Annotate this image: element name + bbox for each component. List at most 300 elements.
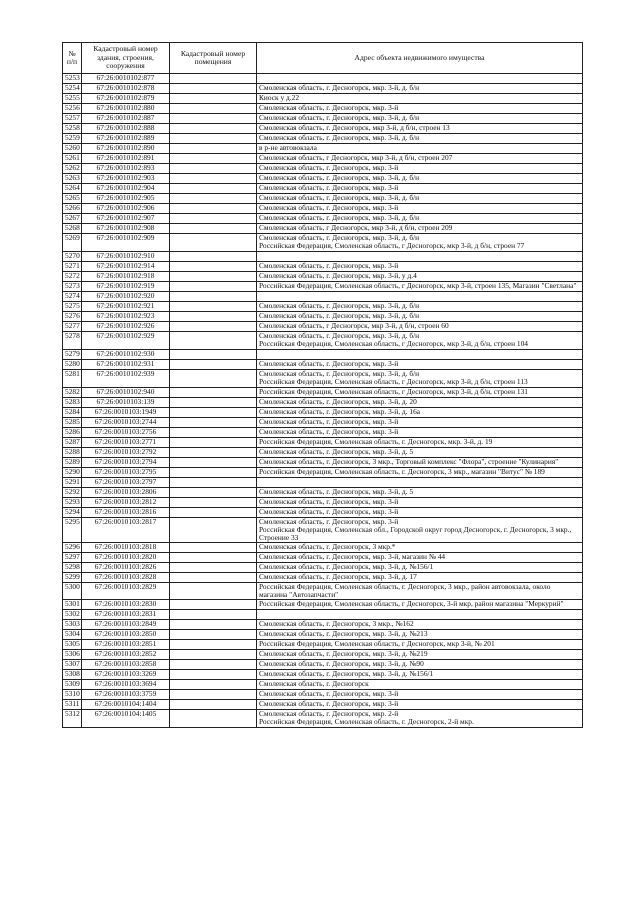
cell-address: Смоленская область, г. Десногорск, мкр. 3-й, д. б/н: [257, 214, 583, 224]
header-num: № п/п: [63, 43, 82, 74]
cell-cadastral-building: 67:26:0010103:1949: [82, 408, 170, 418]
cell-address: Смоленская область, г. Десногорск, мкр. 3-й, д. 5: [257, 488, 583, 498]
table-row: [63, 184, 583, 194]
table-row: [63, 398, 583, 408]
cell-cadastral-building: 67:26:0010103:2795: [82, 468, 170, 478]
cell-cadastral-room: [170, 272, 257, 282]
table-row: [63, 700, 583, 710]
cell-address: Смоленская область, г. Десногорск, мкр. 3-й, д. б/н: [257, 84, 583, 94]
table-row: [63, 448, 583, 458]
cell-num: 5256: [63, 104, 82, 114]
cell-num: 5301: [63, 600, 82, 610]
cell-num: 5261: [63, 154, 82, 164]
cell-num: 5287: [63, 438, 82, 448]
cell-cadastral-room: [170, 448, 257, 458]
cell-cadastral-building: 67:26:0010102:887: [82, 114, 170, 124]
cell-num: 5307: [63, 660, 82, 670]
table-row: [63, 583, 583, 600]
cell-cadastral-room: [170, 630, 257, 640]
cell-cadastral-building: 67:26:0010103:2850: [82, 630, 170, 640]
cell-cadastral-room: [170, 543, 257, 553]
cell-cadastral-room: [170, 350, 257, 360]
cell-cadastral-building: 67:26:0010103:2806: [82, 488, 170, 498]
table-row: [63, 508, 583, 518]
cell-cadastral-room: [170, 398, 257, 408]
cell-address: Смоленская область, г. Десногорск, мкр. 3-й: [257, 700, 583, 710]
cell-cadastral-room: [170, 620, 257, 630]
cell-cadastral-building: 67:26:0010103:2851: [82, 640, 170, 650]
cell-num: 5264: [63, 184, 82, 194]
table-row: [63, 322, 583, 332]
cell-num: 5258: [63, 124, 82, 134]
cell-num: 5274: [63, 292, 82, 302]
table-row: [63, 428, 583, 438]
cell-cadastral-room: [170, 214, 257, 224]
cell-address: в р-не автовокзала: [257, 144, 583, 154]
cell-cadastral-building: 67:26:0010102:930: [82, 350, 170, 360]
cell-cadastral-building: 67:26:0010102:889: [82, 134, 170, 144]
table-row: [63, 498, 583, 508]
cell-address: Смоленская область, г. Десногорск, мкр. 3-й, д. б/н: [257, 174, 583, 184]
cell-cadastral-building: 67:26:0010102:903: [82, 174, 170, 184]
cell-address: [257, 370, 583, 388]
cell-cadastral-room: [170, 74, 257, 84]
cell-address: Российская Федерация, Смоленская область, г. Десногорск, 3 мкр., магазин "Витус" № 189: [257, 468, 583, 478]
cell-num: 5283: [63, 398, 82, 408]
cell-num: 5311: [63, 700, 82, 710]
cell-cadastral-room: [170, 124, 257, 134]
table-row: [63, 660, 583, 670]
cell-num: 5263: [63, 174, 82, 184]
table-row: [63, 573, 583, 583]
cell-cadastral-room: [170, 670, 257, 680]
cell-num: 5289: [63, 458, 82, 468]
table-row: [63, 408, 583, 418]
cell-num: 5259: [63, 134, 82, 144]
cell-cadastral-building: 67:26:0010103:2849: [82, 620, 170, 630]
cell-num: 5309: [63, 680, 82, 690]
cell-cadastral-room: [170, 640, 257, 650]
cell-cadastral-building: 67:26:0010104:1405: [82, 710, 170, 728]
cell-address: Смоленская область, г. Десногорск, мкр. 3-й: [257, 498, 583, 508]
cell-num: 5262: [63, 164, 82, 174]
table-row: [63, 610, 583, 620]
table-row: [63, 543, 583, 553]
table-row: [63, 553, 583, 563]
table-row: [63, 252, 583, 262]
cell-cadastral-room: [170, 498, 257, 508]
cell-cadastral-room: [170, 360, 257, 370]
cell-cadastral-room: [170, 710, 257, 728]
cell-cadastral-room: [170, 690, 257, 700]
cell-cadastral-room: [170, 94, 257, 104]
cell-cadastral-room: [170, 224, 257, 234]
cell-num: 5300: [63, 583, 82, 600]
cell-address: Смоленская область, г. Десногорск, мкр. 3-й, д. №219: [257, 650, 583, 660]
table-row: [63, 224, 583, 234]
table-row: [63, 84, 583, 94]
cell-cadastral-room: [170, 660, 257, 670]
cell-address: Смоленская область, г. Десногорск, 3 мкр.*: [257, 543, 583, 553]
cell-cadastral-building: 67:26:0010103:2830: [82, 600, 170, 610]
cell-num: 5266: [63, 204, 82, 214]
cell-num: 5306: [63, 650, 82, 660]
cell-cadastral-building: 67:26:0010102:939: [82, 370, 170, 388]
address-line: Российская Федерация, Смоленская область, г. Десногорск, 2-й мкр.: [259, 717, 474, 726]
table-row: [63, 478, 583, 488]
cell-cadastral-building: 67:26:0010102:920: [82, 292, 170, 302]
cell-cadastral-room: [170, 252, 257, 262]
cell-num: 5305: [63, 640, 82, 650]
cell-cadastral-room: [170, 332, 257, 350]
cell-cadastral-room: [170, 194, 257, 204]
cell-address: Смоленская область, г. Десногорск: [257, 680, 583, 690]
cell-cadastral-building: 67:26:0010102:878: [82, 84, 170, 94]
cell-address: Смоленская область, г. Десногорск, мкр. 3-й: [257, 428, 583, 438]
address-line: Российская Федерация, Смоленская область, г Десногорск, мкр 3-й, д б/н, строен 104: [259, 339, 528, 348]
cell-cadastral-room: [170, 154, 257, 164]
cell-address: Смоленская область, г. Десногорск, 3 мкр., Торговый комплекс "Флора", строение "Кулинария": [257, 458, 583, 468]
cell-address: [257, 74, 583, 84]
cell-address: Смоленская область, г. Десногорск, мкр. 3-й, д. б/н: [257, 302, 583, 312]
cell-num: 5255: [63, 94, 82, 104]
cell-num: 5292: [63, 488, 82, 498]
cell-num: 5276: [63, 312, 82, 322]
cell-address: Смоленская область, г Десногорск, мкр 3-й, д б/н, строен 207: [257, 154, 583, 164]
cell-num: 5265: [63, 194, 82, 204]
cell-cadastral-room: [170, 114, 257, 124]
cell-address: Смоленская область, г. Десногорск, мкр. 3-й, у д.4: [257, 272, 583, 282]
cell-address: Смоленская область, г. Десногорск, мкр 3-й, д б/н, строен 13: [257, 124, 583, 134]
table-row: [63, 650, 583, 660]
table-row: [63, 350, 583, 360]
cell-cadastral-building: 67:26:0010103:2829: [82, 583, 170, 600]
cell-num: 5275: [63, 302, 82, 312]
cell-num: 5277: [63, 322, 82, 332]
cell-num: 5278: [63, 332, 82, 350]
table-row: [63, 312, 583, 322]
cell-cadastral-room: [170, 563, 257, 573]
cell-cadastral-room: [170, 184, 257, 194]
cell-address: [257, 478, 583, 488]
cell-address: Смоленская область, г. Десногорск, мкр. 3-й, д. №213: [257, 630, 583, 640]
cell-num: 5294: [63, 508, 82, 518]
table-row: [63, 388, 583, 398]
cell-address: Смоленская область, г. Десногорск, мкр. 3-й, д. 16а: [257, 408, 583, 418]
cell-cadastral-building: 67:26:0010102:879: [82, 94, 170, 104]
cell-address: Смоленская область, г. Десногорск, мкр. 3-й, д. 5: [257, 448, 583, 458]
cell-cadastral-building: 67:26:0010103:2744: [82, 418, 170, 428]
table-row: [63, 282, 583, 292]
cell-address: Смоленская область, г. Десногорск, мкр. 3-й: [257, 508, 583, 518]
table-row: [63, 272, 583, 282]
cell-address: Смоленская область, г. Десногорск, мкр. 3-й, д. №90: [257, 660, 583, 670]
cell-cadastral-building: 67:26:0010103:2756: [82, 428, 170, 438]
table-row: [63, 370, 583, 388]
cell-num: 5253: [63, 74, 82, 84]
cell-address: Смоленская область, г. Десногорск, мкр. 3-й, д. 20: [257, 398, 583, 408]
cell-cadastral-room: [170, 600, 257, 610]
cell-num: 5308: [63, 670, 82, 680]
cell-cadastral-building: 67:26:0010103:3694: [82, 680, 170, 690]
cell-cadastral-room: [170, 428, 257, 438]
cell-cadastral-room: [170, 573, 257, 583]
cell-num: 5296: [63, 543, 82, 553]
cell-address: Смоленская область, г Десногорск, мкр 3-й, д б/н, строен 60: [257, 322, 583, 332]
cell-cadastral-building: 67:26:0010103:2771: [82, 438, 170, 448]
cell-num: 5269: [63, 234, 82, 252]
table-row: [63, 640, 583, 650]
table-row: [63, 332, 583, 350]
cell-num: 5273: [63, 282, 82, 292]
cell-num: 5286: [63, 428, 82, 438]
table-row: [63, 234, 583, 252]
cell-address: [257, 350, 583, 360]
cell-cadastral-building: 67:26:0010103:2818: [82, 543, 170, 553]
table-header-row: [63, 43, 583, 74]
cell-cadastral-room: [170, 292, 257, 302]
cell-cadastral-building: 67:26:0010102:929: [82, 332, 170, 350]
cell-address: Смоленская область, г. Десногорск, мкр. 3-й, д. №156/1: [257, 670, 583, 680]
cell-num: 5290: [63, 468, 82, 478]
cell-cadastral-building: 67:26:0010102:906: [82, 204, 170, 214]
cell-cadastral-building: 67:26:0010102:919: [82, 282, 170, 292]
cell-address: Смоленская область, г. Десногорск, мкр. 3-й: [257, 262, 583, 272]
table-row: [63, 104, 583, 114]
cell-cadastral-building: 67:26:0010103:2828: [82, 573, 170, 583]
address-line: Российская Федерация, Смоленская область, г Десногорск, мкр 3-й, д б/н, строен 113: [259, 377, 528, 386]
header-cadastral-room: Кадастровый номер помещения: [170, 43, 257, 74]
table-row: [63, 174, 583, 184]
table-row: [63, 124, 583, 134]
cell-cadastral-room: [170, 282, 257, 292]
cell-num: 5295: [63, 518, 82, 543]
table-row: [63, 710, 583, 728]
cell-cadastral-building: 67:26:0010103:3269: [82, 670, 170, 680]
cell-address: Смоленская область, г. Десногорск, 3 мкр., №162: [257, 620, 583, 630]
cell-num: 5260: [63, 144, 82, 154]
cell-num: 5268: [63, 224, 82, 234]
cell-num: 5267: [63, 214, 82, 224]
cell-address: Смоленская область, г. Десногорск, мкр. 3-й: [257, 360, 583, 370]
cell-cadastral-building: 67:26:0010103:2820: [82, 553, 170, 563]
cell-num: 5254: [63, 84, 82, 94]
cell-cadastral-room: [170, 583, 257, 600]
table-row: [63, 468, 583, 478]
cell-num: 5257: [63, 114, 82, 124]
registry-sheet: [62, 42, 582, 728]
cell-address: Смоленская область, г. Десногорск, мкр. 3-й, д. №156/1: [257, 563, 583, 573]
cell-address: [257, 234, 583, 252]
cell-address: Российская Федерация, Смоленская область, г Десногорск, 3-й мкр, район магазина "Меркурий": [257, 600, 583, 610]
cell-cadastral-room: [170, 388, 257, 398]
table-row: [63, 620, 583, 630]
table-row: [63, 114, 583, 124]
cell-cadastral-building: 67:26:0010103:139: [82, 398, 170, 408]
table-row: [63, 518, 583, 543]
property-table: [62, 42, 583, 728]
cell-cadastral-building: 67:26:0010103:2858: [82, 660, 170, 670]
cell-cadastral-room: [170, 518, 257, 543]
cell-address: [257, 710, 583, 728]
table-row: [63, 144, 583, 154]
table-row: [63, 164, 583, 174]
cell-cadastral-room: [170, 370, 257, 388]
table-row: [63, 154, 583, 164]
address-line: Российская Федерация, Смоленская обл., Городской округ город Десногорск, г. Десногорск, 3 мкр., Строение 33: [259, 525, 572, 542]
table-row: [63, 134, 583, 144]
cell-num: 5293: [63, 498, 82, 508]
cell-cadastral-building: 67:26:0010104:1404: [82, 700, 170, 710]
address-line: Смоленская область, г. Десногорск, мкр. 3-й, д. б/н: [259, 233, 420, 242]
table-row: [63, 418, 583, 428]
cell-address: [257, 610, 583, 620]
cell-cadastral-building: 67:26:0010102:931: [82, 360, 170, 370]
cell-num: 5302: [63, 610, 82, 620]
cell-cadastral-room: [170, 322, 257, 332]
cell-cadastral-building: 67:26:0010102:908: [82, 224, 170, 234]
cell-address: Киоск у д.22: [257, 94, 583, 104]
cell-address: Смоленская область, г. Десногорск, мкр. 3-й: [257, 690, 583, 700]
cell-num: 5304: [63, 630, 82, 640]
cell-num: 5285: [63, 418, 82, 428]
cell-cadastral-room: [170, 680, 257, 690]
cell-cadastral-room: [170, 650, 257, 660]
table-row: [63, 74, 583, 84]
table-row: [63, 204, 583, 214]
cell-cadastral-building: 67:26:0010102:877: [82, 74, 170, 84]
cell-address: Российская Федерация, Смоленская область, г. Десногорск, мкр. 3-й, д. 19: [257, 438, 583, 448]
cell-num: 5282: [63, 388, 82, 398]
cell-cadastral-building: 67:26:0010103:2826: [82, 563, 170, 573]
table-row: [63, 292, 583, 302]
table-row: [63, 214, 583, 224]
cell-cadastral-room: [170, 302, 257, 312]
cell-cadastral-building: 67:26:0010102:909: [82, 234, 170, 252]
cell-address: Смоленская область, г. Десногорск, мкр. 3-й: [257, 164, 583, 174]
cell-address: Российская Федерация, Смоленская область, г Десногорск, мкр 3-й, д б/н, строен 131: [257, 388, 583, 398]
table-row: [63, 680, 583, 690]
cell-cadastral-building: 67:26:0010103:2816: [82, 508, 170, 518]
address-line: Смоленская область, г. Десногорск, мкр. 3-й, д. б/н: [259, 369, 420, 378]
cell-cadastral-building: 67:26:0010102:923: [82, 312, 170, 322]
cell-cadastral-building: 67:26:0010102:888: [82, 124, 170, 134]
address-line: Смоленская область, г. Десногорск, мкр. 3-й, д. б/н: [259, 331, 420, 340]
cell-cadastral-building: 67:26:0010102:921: [82, 302, 170, 312]
cell-cadastral-room: [170, 508, 257, 518]
cell-num: 5299: [63, 573, 82, 583]
cell-address: Смоленская область, г. Десногорск, мкр. 3-й: [257, 418, 583, 428]
cell-cadastral-building: 67:26:0010102:891: [82, 154, 170, 164]
table-row: [63, 262, 583, 272]
cell-cadastral-room: [170, 104, 257, 114]
cell-cadastral-room: [170, 84, 257, 94]
table-row: [63, 458, 583, 468]
header-cadastral-building: Кадастровый номер здания, строения, сооружения: [82, 43, 170, 74]
cell-cadastral-room: [170, 438, 257, 448]
address-line: Смоленская область, г. Десногорск, мкр. 3-й: [259, 517, 399, 526]
table-row: [63, 600, 583, 610]
cell-cadastral-building: 67:26:0010102:880: [82, 104, 170, 114]
cell-num: 5288: [63, 448, 82, 458]
cell-cadastral-building: 67:26:0010102:907: [82, 214, 170, 224]
cell-cadastral-room: [170, 134, 257, 144]
header-address: Адрес объекта недвижимого имущества: [257, 43, 583, 74]
cell-address: Российская Федерация, Смоленская область, г. Десногорск, 3 мкр., район автовокзала, около магазина "Автозапчасти": [257, 583, 583, 600]
cell-cadastral-building: 67:26:0010102:914: [82, 262, 170, 272]
cell-num: 5298: [63, 563, 82, 573]
cell-cadastral-room: [170, 174, 257, 184]
cell-address: Смоленская область, г. Десногорск, мкр. 3-й: [257, 104, 583, 114]
cell-cadastral-room: [170, 234, 257, 252]
cell-cadastral-room: [170, 312, 257, 322]
cell-address: Смоленская область, г. Десногорск, мкр. 3-й, магазин № 44: [257, 553, 583, 563]
table-row: [63, 94, 583, 104]
cell-address: Смоленская область, г. Десногорск, мкр. 3-й, д. б/н: [257, 134, 583, 144]
cell-cadastral-room: [170, 610, 257, 620]
address-line: Российская Федерация, Смоленская область, г Десногорск, мкр 3-й, д б/н, строен 77: [259, 241, 525, 250]
cell-address: Российская Федерация, Смоленская область, г Десногорск, мкр 3-й, строен 135, Магазин "Светлана": [257, 282, 583, 292]
cell-address: Российская Федерация, Смоленская область, г Десногорск, мкр 3-й, № 201: [257, 640, 583, 650]
cell-num: 5280: [63, 360, 82, 370]
cell-num: 5272: [63, 272, 82, 282]
table-row: [63, 690, 583, 700]
table-body: [63, 74, 583, 728]
cell-cadastral-building: 67:26:0010103:2794: [82, 458, 170, 468]
cell-cadastral-room: [170, 478, 257, 488]
cell-num: 5312: [63, 710, 82, 728]
cell-num: 5279: [63, 350, 82, 360]
cell-address: Смоленская область, г. Десногорск, мкр. 3-й: [257, 204, 583, 214]
cell-cadastral-building: 67:26:0010103:2792: [82, 448, 170, 458]
table-row: [63, 670, 583, 680]
cell-cadastral-room: [170, 262, 257, 272]
cell-address: Смоленская область, г. Десногорск, мкр. 3-й: [257, 184, 583, 194]
cell-cadastral-building: 67:26:0010102:890: [82, 144, 170, 154]
cell-cadastral-building: 67:26:0010102:905: [82, 194, 170, 204]
cell-num: 5303: [63, 620, 82, 630]
cell-cadastral-building: 67:26:0010102:918: [82, 272, 170, 282]
cell-cadastral-building: 67:26:0010102:893: [82, 164, 170, 174]
cell-cadastral-building: 67:26:0010103:2817: [82, 518, 170, 543]
cell-address: Смоленская область, г. Десногорск, мкр. 3-й, д. б/н: [257, 114, 583, 124]
cell-num: 5310: [63, 690, 82, 700]
cell-address: [257, 332, 583, 350]
cell-cadastral-room: [170, 408, 257, 418]
cell-num: 5291: [63, 478, 82, 488]
cell-cadastral-building: 67:26:0010102:926: [82, 322, 170, 332]
cell-cadastral-building: 67:26:0010103:2831: [82, 610, 170, 620]
cell-cadastral-building: 67:26:0010102:910: [82, 252, 170, 262]
cell-cadastral-building: 67:26:0010103:2812: [82, 498, 170, 508]
cell-cadastral-room: [170, 164, 257, 174]
cell-cadastral-building: 67:26:0010102:904: [82, 184, 170, 194]
table-row: [63, 563, 583, 573]
cell-cadastral-room: [170, 418, 257, 428]
table-row: [63, 302, 583, 312]
table-row: [63, 438, 583, 448]
cell-num: 5297: [63, 553, 82, 563]
table-row: [63, 194, 583, 204]
cell-address: [257, 252, 583, 262]
cell-cadastral-building: 67:26:0010103:2852: [82, 650, 170, 660]
cell-address: Смоленская область, г Десногорск, мкр 3-й, д б/н, строен 209: [257, 224, 583, 234]
table-row: [63, 488, 583, 498]
cell-address: Смоленская область, г. Десногорск, мкр. 3-й, д. 17: [257, 573, 583, 583]
table-row: [63, 630, 583, 640]
cell-cadastral-room: [170, 204, 257, 214]
cell-num: 5271: [63, 262, 82, 272]
